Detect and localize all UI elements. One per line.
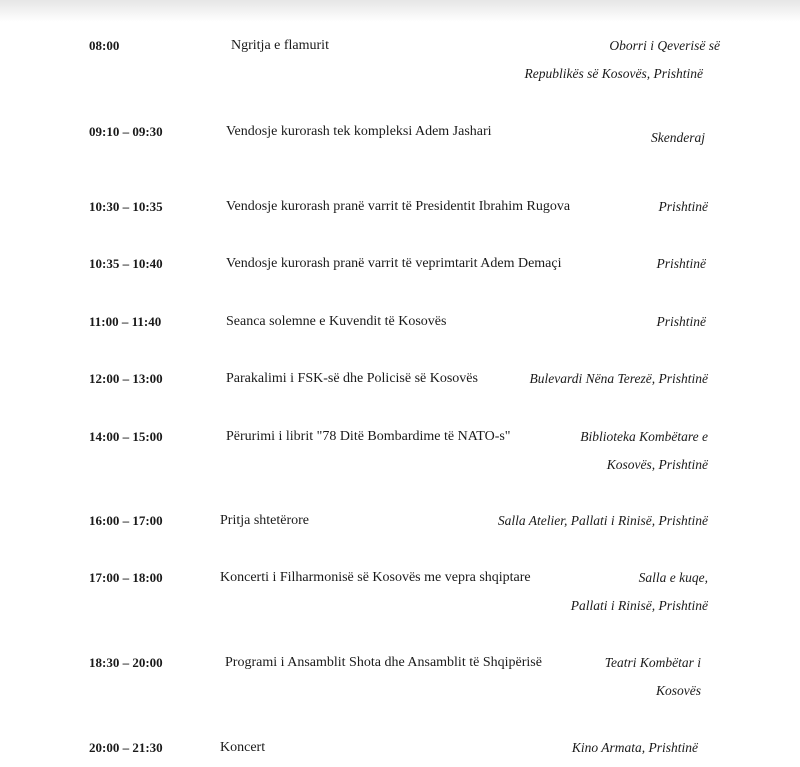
event-location: [525, 32, 720, 88]
event-title: Koncerti i Filharmonisë së Kosovës me vepra shqiptare: [220, 570, 531, 585]
event-location: [657, 250, 707, 278]
event-time: 10:30 – 10:35: [89, 199, 163, 214]
event-location-line: Biblioteka Kombëtare e: [580, 429, 708, 444]
event-location: [530, 365, 708, 393]
event-location: [605, 649, 701, 705]
event-time: 17:00 – 18:00: [89, 570, 163, 585]
event-title: Vendosje kurorash pranë varrit të Presidentit Ibrahim Rugova: [226, 199, 571, 214]
event-location: [580, 423, 708, 479]
event-time: 11:00 – 11:40: [89, 314, 162, 329]
event-location: [651, 124, 705, 152]
event-location-line: Skenderaj: [651, 130, 705, 145]
event-time: 18:30 – 20:00: [89, 655, 163, 670]
event-location: [572, 734, 698, 762]
event-time: 16:00 – 17:00: [89, 513, 163, 528]
event-location-line: Kosovës: [656, 683, 701, 698]
event-location-line: Kino Armata, Prishtinë: [571, 740, 698, 755]
event-title: Programi i Ansamblit Shota dhe Ansamblit të Shqipërisë: [225, 655, 542, 670]
event-location-line: Salla Atelier, Pallati i Rinisë, Prishtinë: [497, 513, 708, 528]
event-location-line: Prishtinë: [656, 314, 706, 329]
event-time: 08:00: [89, 38, 120, 53]
event-title: Vendosje kurorash tek kompleksi Adem Jashari: [226, 124, 492, 139]
event-location-line: Republikës së Kosovës, Prishtinë: [524, 66, 703, 81]
event-location-line: Prishtinë: [658, 199, 708, 214]
event-location-line: Oborri i Qeverisë së: [609, 38, 720, 53]
event-title: Pritja shtetërore: [220, 513, 310, 528]
event-location-line: Prishtinë: [656, 256, 706, 271]
event-location-line: Bulevardi Nëna Terezë, Prishtinë: [529, 371, 708, 386]
event-time: 12:00 – 13:00: [89, 371, 163, 386]
event-location: [659, 193, 709, 221]
event-location-line: Salla e kuqe,: [638, 570, 708, 585]
event-title: Koncert: [220, 740, 266, 755]
event-location-line: Teatri Kombëtar i: [604, 655, 701, 670]
event-location: [657, 308, 707, 336]
event-time: 20:00 – 21:30: [89, 740, 163, 755]
event-time: 10:35 – 10:40: [89, 256, 163, 271]
event-title: Ngritja e flamurit: [231, 38, 329, 53]
event-location-line: Kosovës, Prishtinë: [606, 457, 708, 472]
event-time: 14:00 – 15:00: [89, 429, 163, 444]
event-location-line: Pallati i Rinisë, Prishtinë: [570, 598, 708, 613]
event-title: Seanca solemne e Kuvendit të Kosovës: [226, 314, 447, 329]
event-title: Parakalimi i FSK-së dhe Policisë së Kosovës: [226, 371, 478, 386]
event-location: [571, 564, 708, 620]
event-location: [498, 507, 708, 535]
event-time: 09:10 – 09:30: [89, 124, 163, 139]
event-title: Përurimi i librit "78 Ditë Bombardime të NATO-s": [226, 429, 511, 444]
event-title: Vendosje kurorash pranë varrit të veprimtarit Adem Demaçi: [226, 256, 562, 271]
